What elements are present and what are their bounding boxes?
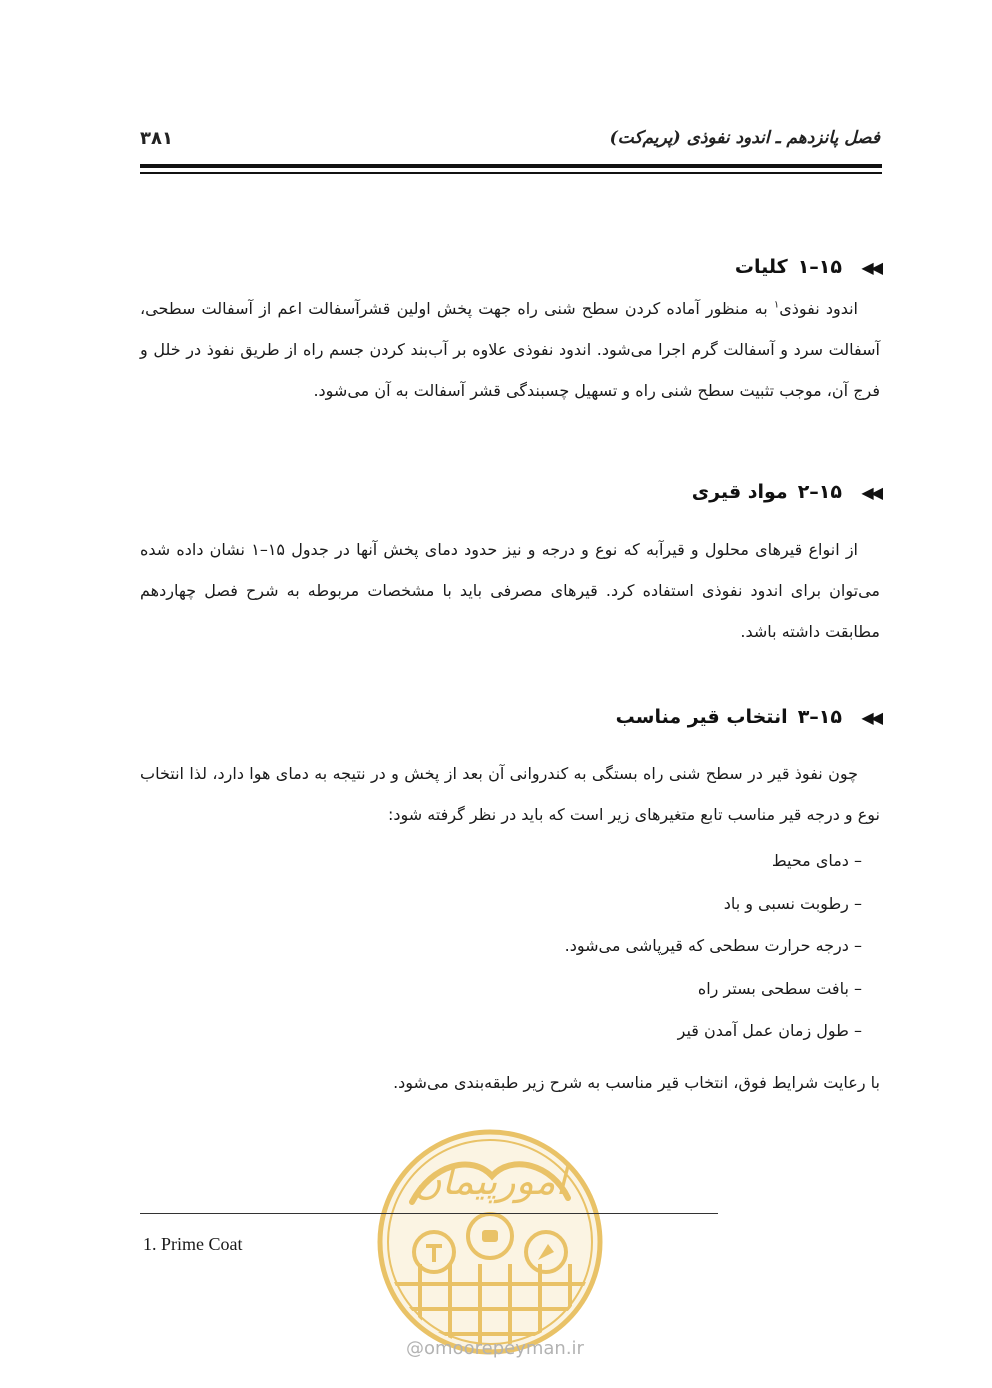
section-heading-general: [140, 256, 880, 278]
section-title: مواد قیری: [691, 481, 788, 503]
variables-list: [142, 840, 862, 1053]
footnote: 1. Prime Coat: [143, 1234, 243, 1254]
section-title: کلیات: [734, 256, 788, 278]
watermark-url: @omoorepeyman.ir: [406, 1338, 584, 1359]
section-number: ۱۵–۳: [797, 706, 842, 728]
section-title: انتخاب قیر مناسب: [615, 706, 788, 728]
header-rule-thick: [140, 164, 882, 168]
watermark-logo-text: امورپیمان: [413, 1159, 567, 1203]
double-arrow-icon: ◀◀: [861, 257, 880, 277]
footnote-reference[interactable]: ۱: [773, 299, 780, 311]
running-title: فصل پانزدهم ـ اندود نفوذی (پریم‌کت): [609, 128, 880, 148]
double-arrow-icon: ◀◀: [861, 707, 880, 727]
list-item: – رطوبت نسبی و باد: [142, 883, 862, 926]
list-item: – طول زمان عمل آمدن قیر: [142, 1010, 862, 1053]
watermark-logo: [372, 1124, 608, 1360]
closing-sentence: با رعایت شرایط فوق، انتخاب قیر مناسب به شرح زیر طبقه‌بندی می‌شود.: [393, 1073, 880, 1092]
section-heading-bitumen: [140, 481, 880, 503]
section-number: ۱۵–۱: [797, 256, 842, 278]
list-item: – دمای محیط: [142, 840, 862, 883]
section-number: ۱۵–۲: [797, 481, 842, 503]
double-arrow-icon: ◀◀: [861, 482, 880, 502]
paragraph-general: اندود نفوذی$^۱$ به منظور آماده کردن سطح شنی راه جهت پخش اولین قشرآسفالت اعم از آسفالت سطحی، آسفالت سرد و آسفالت گرم اجرا می‌شود. اندود نفوذی علاوه بر آب‌بند کردن جسم راه از طریق نفوذ در خلل و فرج آن، موجب تثبیت سطح شنی راه و تسهیل چسبندگی قشر آسفالت به آن می‌شود.: [140, 299, 880, 400]
paragraph-selection: چون نفوذ قیر در سطح شنی راه بستگی به کندروانی آن بعد از پخش و در نتیجه به دمای هوا دارد، لذا انتخاب نوع و درجه قیر مناسب تابع متغیرهای زیر است که باید در نظر گرفته شود:: [140, 764, 880, 824]
header-rule-thin: [140, 172, 882, 174]
list-item: – درجه حرارت سطحی که قیرپاشی می‌شود.: [142, 925, 862, 968]
page-number: ۳۸۱: [140, 128, 173, 149]
paragraph-bitumen: از انواع قیرهای محلول و قیرآبه که نوع و درجه و نیز حدود دمای پخش آنها در جدول ۱۵–۱ نشان داده شده می‌توان برای اندود نفوذی استفاده کرد. قیرهای مصرفی باید با مشخصات مربوطه به شرح فصل چهاردهم مطابقت داشته باشد.: [140, 540, 880, 641]
section-heading-selection: [140, 706, 880, 728]
list-item: – بافت سطحی بستر راه: [142, 968, 862, 1011]
footnote-rule: [140, 1213, 718, 1214]
